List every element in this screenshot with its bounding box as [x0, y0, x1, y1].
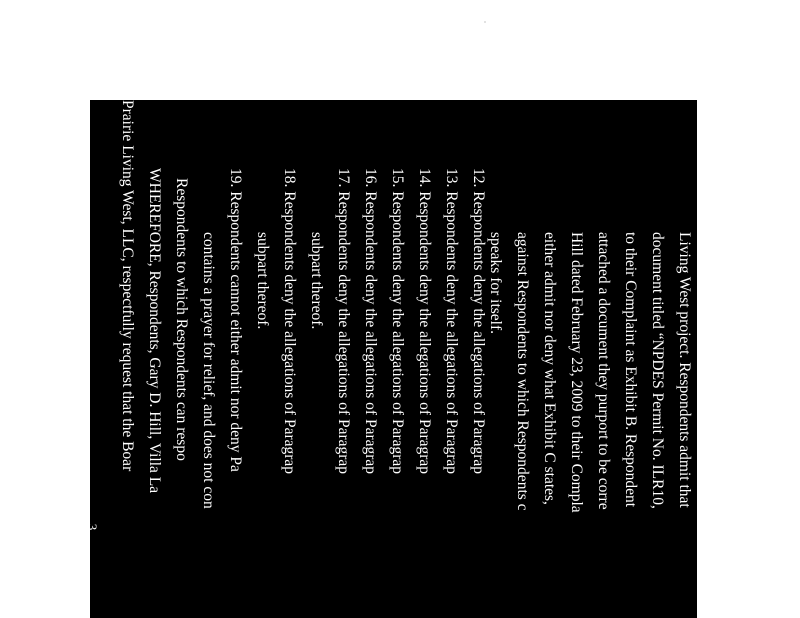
paragraph-16: 16. Respondents deny the allegations of Paragrap — [362, 168, 379, 475]
text-line: against Respondents to which Respondents c — [514, 232, 531, 511]
paragraph-19: 19. Respondents cannot either admit nor deny Pa — [227, 168, 244, 472]
text-line: to their Complaint as Exhibit B. Respondent — [622, 232, 639, 508]
scanned-page — [90, 100, 697, 618]
paragraph-18: 18. Respondents deny the allegations of Paragrap — [281, 168, 298, 475]
text-line: subpart thereof. — [308, 232, 325, 330]
text-line: attached a document they purport to be corre — [595, 232, 612, 510]
paragraph-17: 17. Respondents deny the allegations of Paragrap — [335, 168, 352, 475]
text-line: subpart thereof. — [254, 232, 271, 330]
scan-speck — [484, 21, 486, 23]
text-line: either admit nor deny what Exhibit C states, — [541, 232, 558, 505]
paragraph-12: 12. Respondents deny the allegations of Paragrap — [470, 168, 487, 475]
paragraph-14: 14. Respondents deny the allegations of Paragrap — [416, 168, 433, 475]
page-number: 3 — [85, 523, 100, 531]
text-line: document titled “NPDES Permit No. ILR10, — [649, 232, 666, 509]
paragraph-13: 13. Respondents deny the allegations of Paragrap — [443, 168, 460, 475]
text-line: Respondents to which Respondents can respo — [173, 178, 190, 461]
paragraph-15: 15. Respondents deny the allegations of Paragrap — [389, 168, 406, 475]
text-line: Hill dated February 23, 2009 to their Compla — [568, 232, 585, 513]
text-line: speaks for itself. — [487, 232, 504, 335]
text-line: Prairie Living West, LLC, respectfully request that the Boar — [119, 100, 136, 472]
text-line: Living West project. Respondents admit that — [676, 232, 693, 508]
wherefore-line: WHEREFORE, Respondents, Gary D. Hill, Villa La — [146, 168, 163, 494]
text-line: contains a prayer for relief, and does not con — [200, 232, 217, 509]
